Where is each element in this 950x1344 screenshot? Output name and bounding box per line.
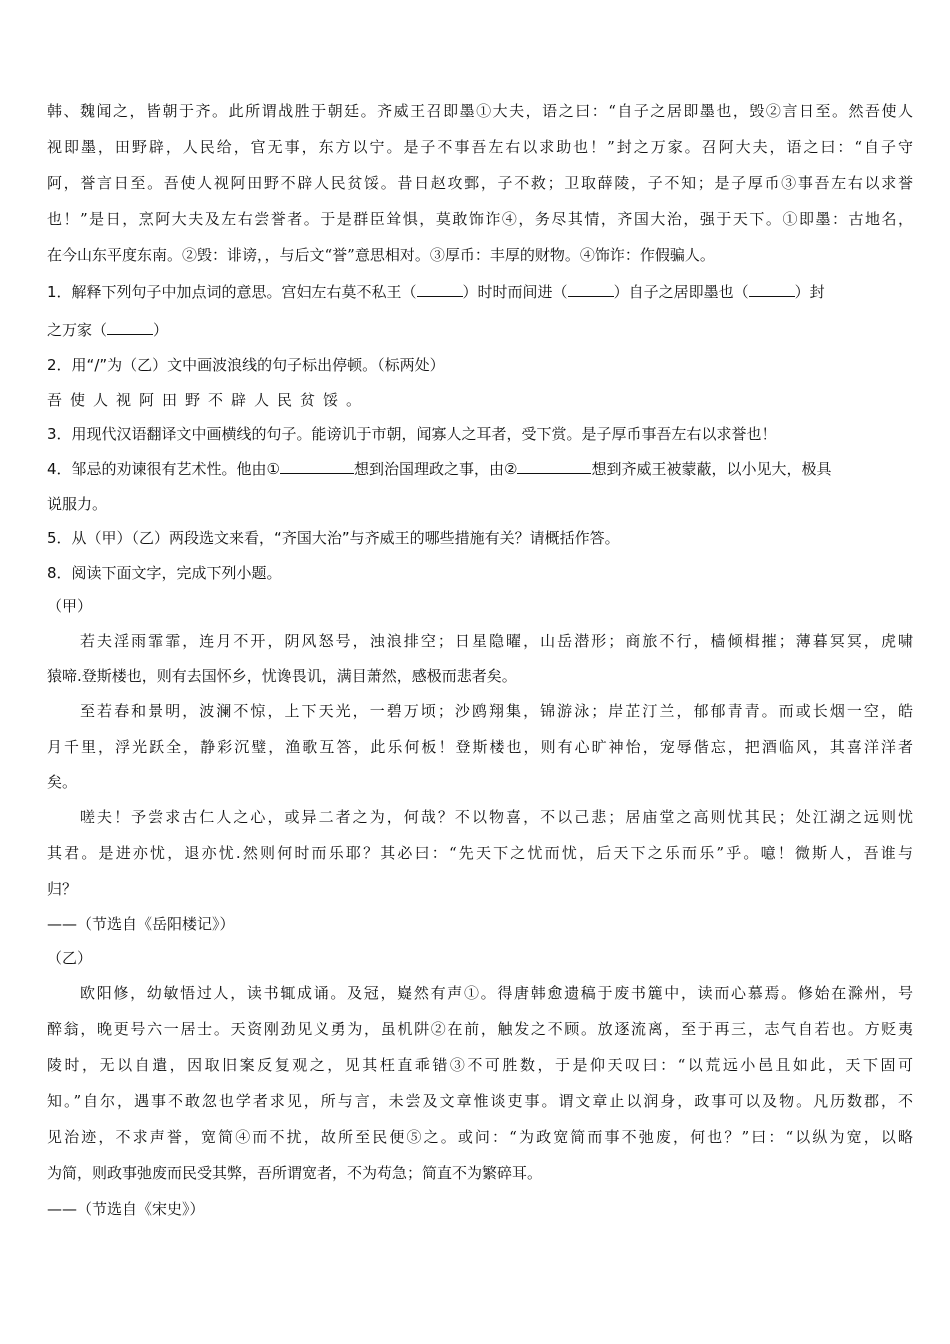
question-3: 3．用现代汉语翻译文中画横线的句子。能谤讥于市朝，闻寡人之耳者，受下赏。是子厚币事吾左右以求誉也！ xyxy=(47,425,777,443)
question-2-sentence: 吾使人视阿田野不辟人民贫馁。 xyxy=(47,391,370,409)
passage-line: 为简，则政事弛废而民受其弊，吾所谓宽者，不为苟急；简直不为繁碎耳。 xyxy=(47,1164,543,1182)
question-8: 8．阅读下面文字，完成下列小题。 xyxy=(47,564,282,582)
question-text: 4．邹忌的劝谏很有艺术性。他由① xyxy=(47,460,280,478)
question-text: 想到齐威王被蒙蔽，以小见大，极具 xyxy=(591,460,832,478)
passage-line: 欧阳修，幼敏悟过人，读书辄成诵。及冠，嶷然有声①。得唐韩愈遗稿于废书簏中，读而心慕焉。修始在滁州，号 xyxy=(80,984,913,1002)
question-4 xyxy=(47,459,913,479)
passage-line: 猿啼.登斯楼也，则有去国怀乡，忧谗畏讥，满目萧然，感极而悲者矣。 xyxy=(47,667,517,685)
passage-line: 至若春和景明，波澜不惊，上下天光，一碧万顷；沙鸥翔集，锦游泳；岸芷汀兰，郁郁青青。而或长烟一空，皓 xyxy=(80,702,913,720)
passage-line: 其君。是进亦忧，退亦忧.然则何时而乐耶？其必曰：“先天下之忧而忧，后天下之乐而乐”乎。噫！微斯人，吾谁与 xyxy=(47,844,913,862)
question-4-cont: 说服力。 xyxy=(47,495,108,513)
question-2: 2．用“/”为（乙）文中画波浪线的句子标出停顿。（标两处） xyxy=(47,356,445,374)
passage-b-label: （乙） xyxy=(47,949,93,967)
question-5: 5．从（甲）（乙）两段选文来看，“齐国大治”与齐威王的哪些措施有关？请概括作答。 xyxy=(47,529,620,547)
passage-line: 月千里，浮光跃全，静彩沉璧，渔歌互答，此乐何板！登斯楼也，则有心旷神怡，宠辱偕忘，把酒临风，其喜洋洋者 xyxy=(47,738,913,756)
answer-blank[interactable] xyxy=(749,296,795,297)
answer-blank[interactable] xyxy=(107,334,153,335)
passage-line: 陵时，无以自遣，因取旧案反复观之，见其枉直乖错③不可胜数，于是仰天叹曰：“以荒远小邑且如此，天下固可 xyxy=(47,1056,913,1074)
passage-line: 阿，誉言日至。吾使人视阿田野不辟人民贫馁。昔日赵攻鄄，子不救；卫取薛陵，子不知；是子厚币③事吾左右以求誉 xyxy=(47,174,913,192)
question-1 xyxy=(47,282,913,302)
question-text: 想到治国理政之事，由② xyxy=(354,460,518,478)
passage-b-source: ——（节选自《宋史》） xyxy=(47,1200,205,1218)
question-text: ）时时而间进（ xyxy=(462,283,568,301)
question-1-cont xyxy=(47,320,913,340)
passage-line: 醉翁，晚更号六一居士。天资刚劲见义勇为，虽机阱②在前，触发之不顾。放逐流离，至于再三，志气自若也。方贬夷 xyxy=(47,1020,913,1038)
answer-blank[interactable] xyxy=(517,473,591,474)
passage-line: 矣。 xyxy=(47,773,78,791)
passage-line: 也！”是日，烹阿大夫及左右尝誉者。于是群臣耸惧，莫敢饰诈④，务尽其情，齐国大治，强于天下。①即墨：古地名， xyxy=(47,210,913,228)
passage-line: 若夫淫雨霏霏，连月不开，阴风怒号，浊浪排空；日星隐曜，山岳潜形；商旅不行，樯倾楫摧；薄暮冥冥，虎啸 xyxy=(80,632,913,650)
passage-line: 韩、魏闻之，皆朝于齐。此所谓战胜于朝廷。齐威王召即墨①大夫，语之曰：“自子之居即墨也，毁②言日至。然吾使人 xyxy=(47,102,913,120)
passage-line: 在今山东平度东南。②毁：诽谤，，与后文“誉”意思相对。③厚币：丰厚的财物。④饰诈：作假骗人。 xyxy=(47,246,715,264)
answer-blank[interactable] xyxy=(568,296,614,297)
passage-line: 归？ xyxy=(47,880,78,898)
passage-line: 嗟夫！予尝求古仁人之心，或异二者之为，何哉？不以物喜，不以己悲；居庙堂之高则忧其民；处江湖之远则忧 xyxy=(80,808,913,826)
answer-blank[interactable] xyxy=(417,296,463,297)
answer-blank[interactable] xyxy=(280,473,354,474)
passage-line: 知。”自尔，遇事不敢忽也学者求见，所与言，未尝及文章惟谈吏事。谓文章止以润身，政事可以及物。凡历数郡，不 xyxy=(47,1092,913,1110)
passage-a-source: ——（节选自《岳阳楼记》） xyxy=(47,915,235,933)
question-text: ）自子之居即墨也（ xyxy=(613,283,749,301)
question-text: 1．解释下列句子中加点词的意思。宫妇左右莫不私王（ xyxy=(47,283,417,301)
question-text: ）封 xyxy=(794,283,825,301)
question-text: 之万家（ xyxy=(47,321,108,339)
question-text: ） xyxy=(153,321,169,339)
passage-line: 视即墨，田野辟，人民给，官无事，东方以宁。是子不事吾左右以求助也！”封之万家。召阿大夫，语之曰：“自子守 xyxy=(47,138,913,156)
passage-line: 见治迹，不求声誉，宽简④而不扰，故所至民便⑤之。或问：“为政宽简而事不弛废，何也？”曰：“以纵为宽，以略 xyxy=(47,1128,913,1146)
passage-a-label: （甲） xyxy=(47,597,93,615)
